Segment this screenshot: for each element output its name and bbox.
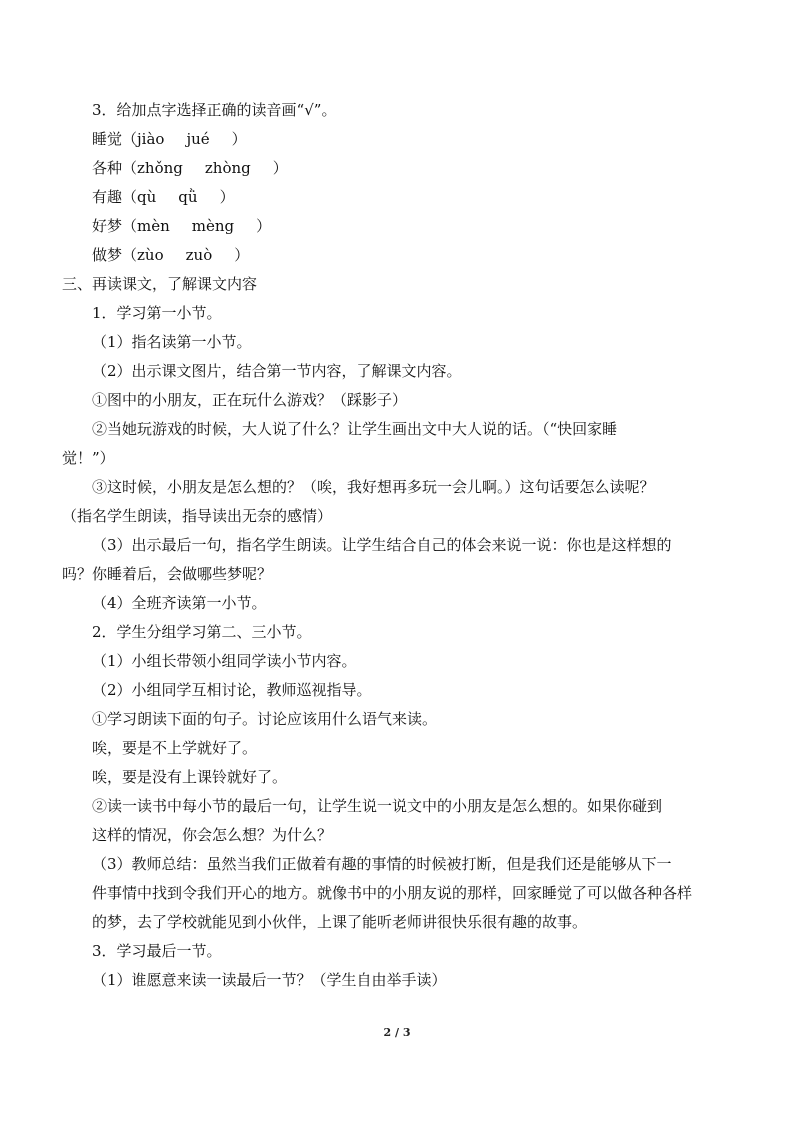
- pinyin-option: zùo: [137, 246, 164, 264]
- step-1-sub-3: （3）出示最后一句，指名学生朗读。让学生结合自己的体会来说一说：你也是这样想的: [92, 536, 672, 554]
- page-number: 2 / 3: [383, 1026, 411, 1039]
- pinyin-item: 做梦（zùo zuò ）: [62, 241, 732, 270]
- pinyin-item: 有趣（qù qǜ ）: [62, 183, 732, 212]
- step-3-sub-1: （1）谁愿意来读一读最后一节？（学生自由举手读）: [92, 971, 447, 989]
- step-2-question-2-cont: 这样的情况，你会怎么想？为什么？: [92, 826, 333, 844]
- pinyin-exercise-list: [62, 125, 732, 270]
- pinyin-word: 做梦: [92, 246, 123, 264]
- pinyin-option: qù: [137, 188, 157, 206]
- step-1-question-2-cont: 觉！”）: [62, 449, 115, 467]
- step-1-sub-3-cont: 吗？你睡着后，会做哪些梦呢？: [62, 565, 273, 583]
- pinyin-word: 有趣: [92, 188, 123, 206]
- pinyin-item: 各种（zhǒng zhòng ）: [62, 154, 732, 183]
- pinyin-item: 睡觉（jiào jué ）: [62, 125, 732, 154]
- step-1-question-2: ②当她玩游戏的时候，大人说了什么？让学生画出文中大人说的话。（“快回家睡: [92, 420, 618, 438]
- step-2-title: 2．学生分组学习第二、三小节。: [92, 623, 312, 641]
- step-1-question-1: ①图中的小朋友，正在玩什么游戏？（踩影子）: [92, 391, 408, 409]
- exercise-3-title: 3．给加点字选择正确的读音画“√”。: [92, 101, 337, 119]
- pinyin-option: mèng: [191, 217, 235, 235]
- section-3-heading: 三、再读课文，了解课文内容: [62, 275, 258, 293]
- step-1-question-3: ③这时候，小朋友是怎么想的？（唉，我好想再多玩一会儿啊。）这句话要怎么读呢？: [92, 478, 655, 496]
- pinyin-option: zhòng: [204, 159, 251, 177]
- pinyin-option: qǜ: [178, 188, 198, 206]
- document-body: [62, 96, 732, 995]
- step-2-sub-3-cont-1: 件事情中找到令我们开心的地方。就像书中的小朋友说的那样，回家睡觉了可以做各种各样: [92, 884, 693, 902]
- step-2-question-1: ①学习朗读下面的句子。讨论应该用什么语气来读。: [92, 710, 438, 728]
- step-2-question-2: ②读一读书中每小节的最后一句，让学生说一说文中的小朋友是怎么想的。如果你碰到: [92, 797, 663, 815]
- pinyin-word: 各种: [92, 159, 123, 177]
- step-1-question-3-cont: （指名学生朗读，指导读出无奈的感情）: [62, 507, 333, 525]
- step-3-title: 3．学习最后一节。: [92, 942, 222, 960]
- pinyin-word: 睡觉: [92, 130, 123, 148]
- step-2-sub-3: （3）教师总结：虽然当我们正做着有趣的事情的时候被打断，但是我们还是能够从下一: [92, 855, 672, 873]
- pinyin-option: zuò: [185, 246, 213, 264]
- step-1-sub-2: （2）出示课文图片，结合第一节内容，了解课文内容。: [92, 362, 462, 380]
- pinyin-option: zhǒng: [137, 159, 183, 177]
- pinyin-option: mèn: [137, 217, 170, 235]
- pinyin-word: 好梦: [92, 217, 123, 235]
- step-1-sub-1: （1）指名读第一小节。: [92, 333, 252, 351]
- example-sentence-2: 唉，要是没有上课铃就好了。: [92, 768, 288, 786]
- step-1-sub-4: （4）全班齐读第一小节。: [92, 594, 267, 612]
- step-2-sub-3-cont-2: 的梦，去了学校就能见到小伙伴，上课了能听老师讲很快乐很有趣的故事。: [92, 913, 588, 931]
- step-1-title: 1．学习第一小节。: [92, 304, 222, 322]
- pinyin-item: 好梦（mèn mèng ）: [62, 212, 732, 241]
- step-2-sub-1: （1）小组长带领小组同学读小节内容。: [92, 652, 357, 670]
- step-2-sub-2: （2）小组同学互相讨论，教师巡视指导。: [92, 681, 372, 699]
- pinyin-option: jué: [186, 130, 210, 148]
- example-sentence-1: 唉，要是不上学就好了。: [92, 739, 258, 757]
- pinyin-option: jiào: [137, 130, 165, 148]
